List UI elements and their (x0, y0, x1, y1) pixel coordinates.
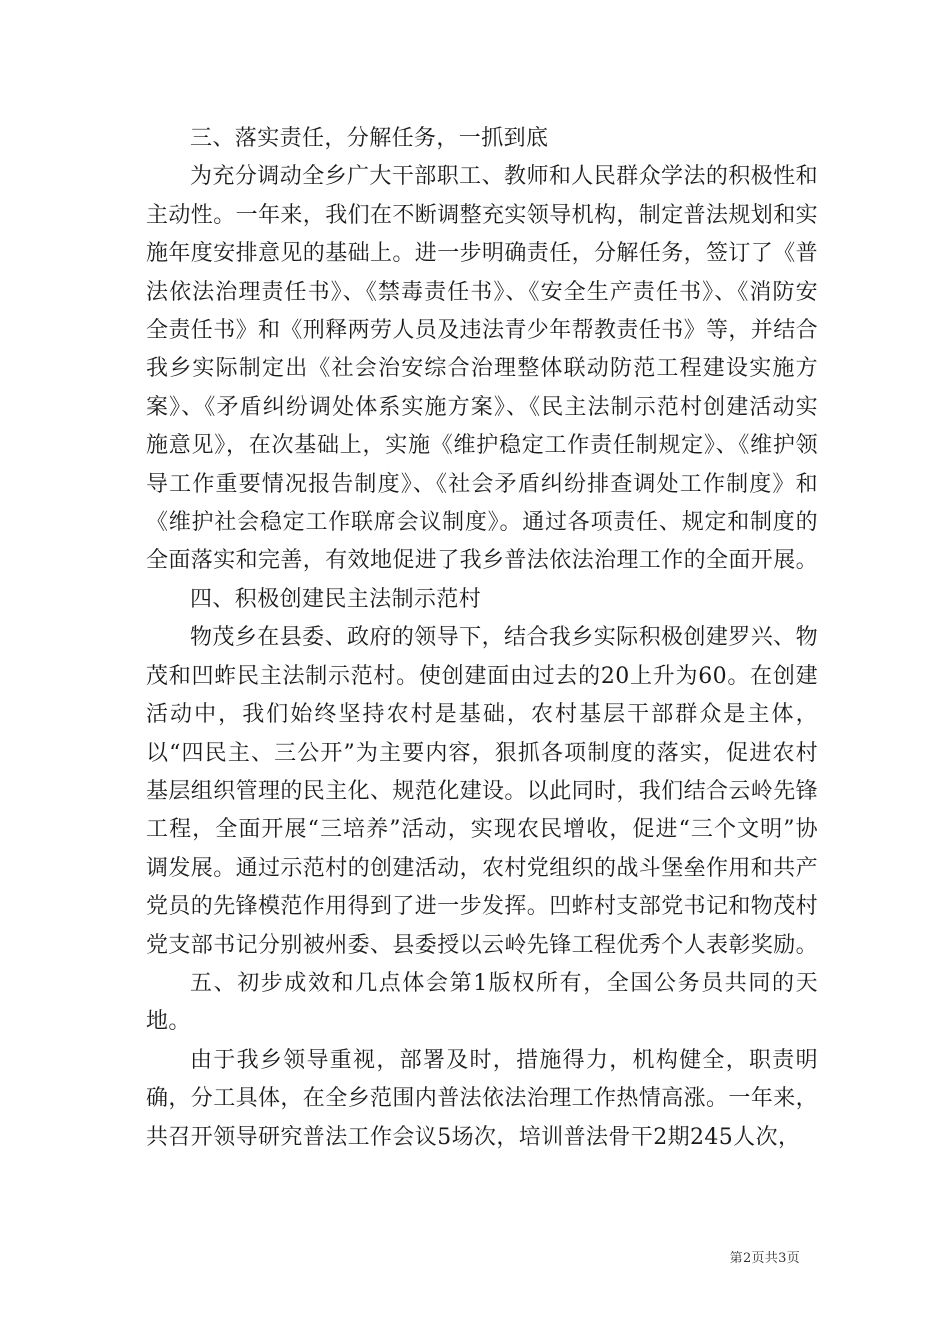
section-4-paragraph: 物茂乡在县委、政府的领导下，结合我乡实际积极创建罗兴、物茂和凹蚱民主法制示范村。使创建面由过去的20上升为60。在创建活动中，我们始终坚持农村是基础，农村基层干部群众是主体，以“四民主、三公开”为主要内容，狠抓各项制度的落实，促进农村基层组织管理的民主化、规范化建设。以此同时，我们结合云岭先锋工程，全面开展“三培养”活动，实现农民增收，促进“三个文明”协调发展。通过示范村的创建活动，农村党组织的战斗堡垒作用和共产党员的先锋模范作用得到了进一步发挥。凹蚱村支部党书记和物茂村党支部书记分别被州委、县委授以云岭先锋工程优秀个人表彰奖励。 (146, 625, 819, 958)
page-number: 第2页共3页 (729, 1251, 800, 1266)
section-3-heading: 三、落实责任，分解任务，一抓到底 (190, 126, 549, 151)
section-3-paragraph: 为充分调动全乡广大干部职工、教师和人民群众学法的积极性和主动性。一年来，我们在不断调整充实领导机构，制定普法规划和实施年度安排意见的基础上。进一步明确责任，分解任务，签订了《普法依法治理责任书》、《禁毒责任书》、《安全生产责任书》、《消防安全责任书》和《刑释两劳人员及违法青少年帮教责任书》等，并结合我乡实际制定出《社会治安综合治理整体联动防范工程建设实施方案》、《矛盾纠纷调处体系实施方案》、《民主法制示范村创建活动实施意见》，在次基础上，实施《维护稳定工作责任制规定》、《维护领导工作重要情况报告制度》、《社会矛盾纠纷排查调处工作制度》和《维护社会稳定工作联席会议制度》。通过各项责任、规定和制度的全面落实和完善，有效地促进了我乡普法依法治理工作的全面开展。 (146, 164, 819, 574)
document-body (146, 120, 818, 1157)
section-5-heading: 五、初步成效和几点体会第1版权所有，全国公务员共同的天地。 (146, 970, 818, 1035)
section-4-heading: 四、积极创建民主法制示范村 (190, 586, 482, 612)
section-5-paragraph: 由于我乡领导重视，部署及时，措施得力，机构健全，职责明确，分工具体，在全乡范围内普法依法治理工作热情高涨。一年来，共召开领导研究普法工作会议5场次，培训普法骨干2期245人次， (146, 1047, 819, 1150)
